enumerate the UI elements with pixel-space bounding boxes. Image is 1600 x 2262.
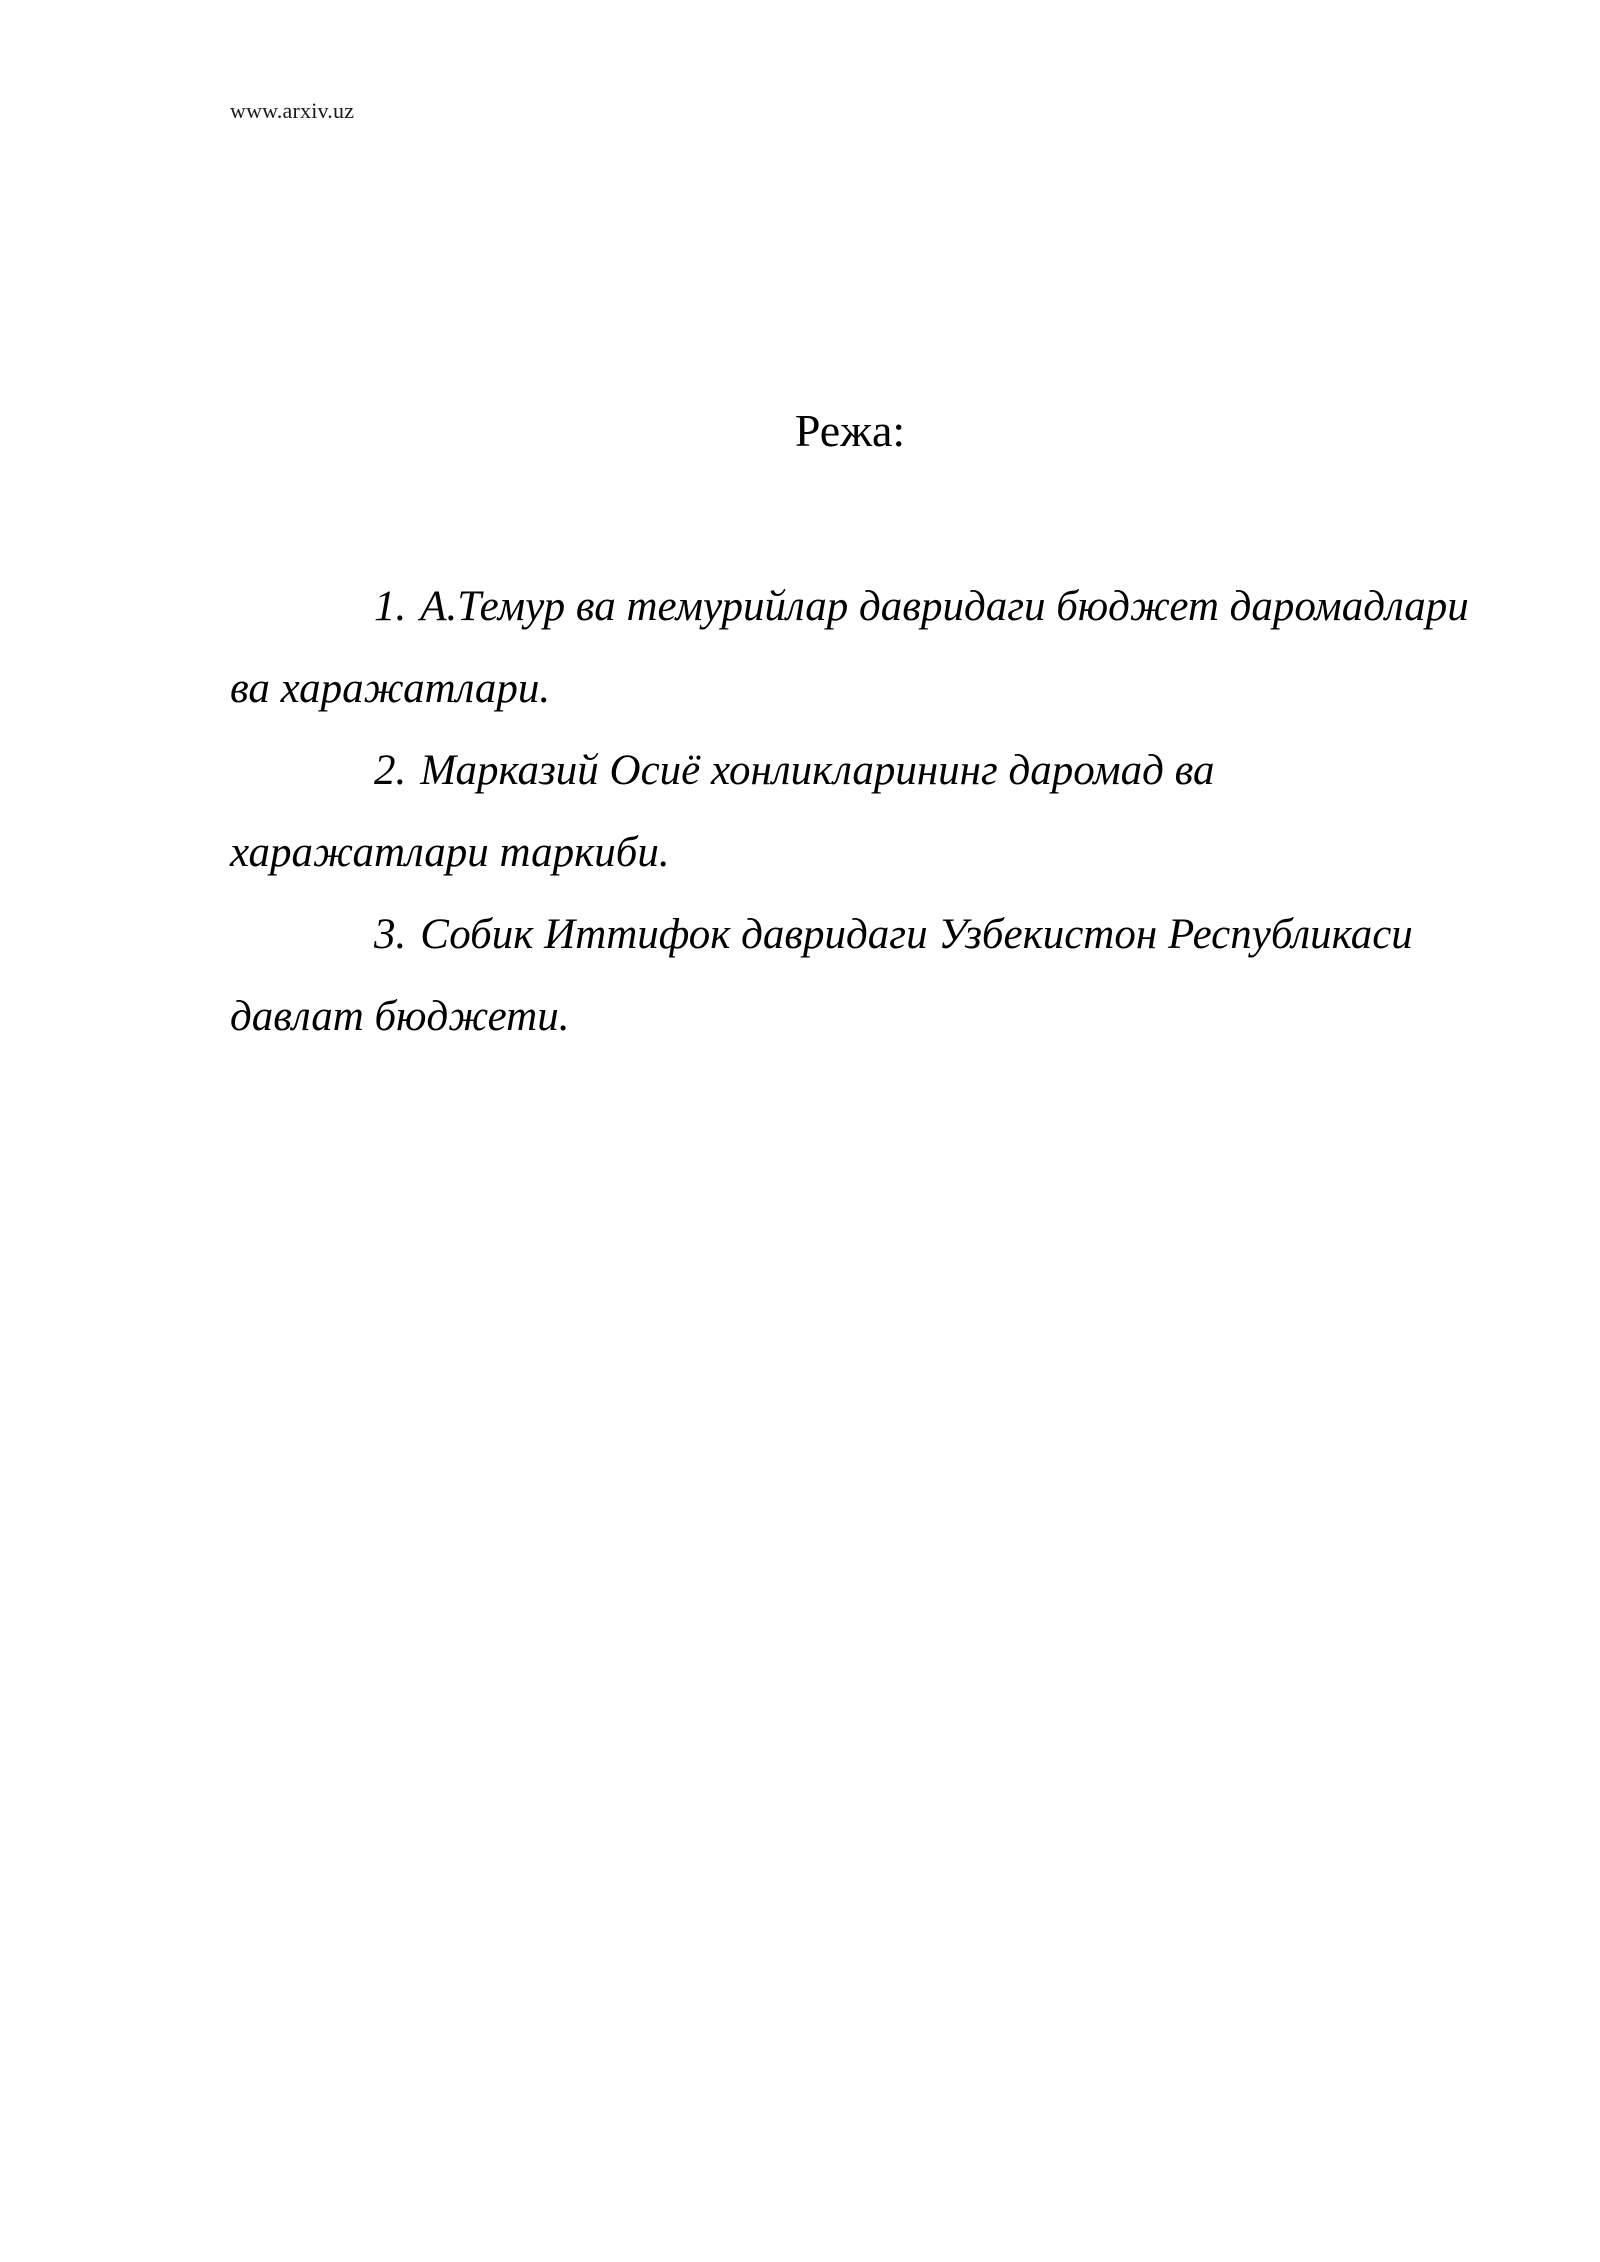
- list-item-text: А.Темур ва темурийлар давридаги бюджет даромадлари ва харажатлари.: [230, 583, 1469, 712]
- page-title: Режа:: [794, 405, 906, 456]
- list-item: [230, 894, 1480, 1058]
- list-item: [230, 730, 1480, 894]
- list-item-number: 1.: [374, 583, 407, 630]
- plan-list: [230, 566, 1480, 1058]
- list-item-number: 3.: [374, 911, 407, 958]
- list-item-text: Марказий Осиё хонликларининг даромад ва харажатлари таркиби.: [230, 747, 1215, 876]
- header-site-label: www.arxiv.uz: [230, 98, 355, 123]
- list-item: [230, 566, 1480, 730]
- list-item-number: 2.: [374, 747, 407, 794]
- list-item-text: Собик Иттифок давридаги Узбекистон Республикаси давлат бюджети.: [230, 911, 1413, 1040]
